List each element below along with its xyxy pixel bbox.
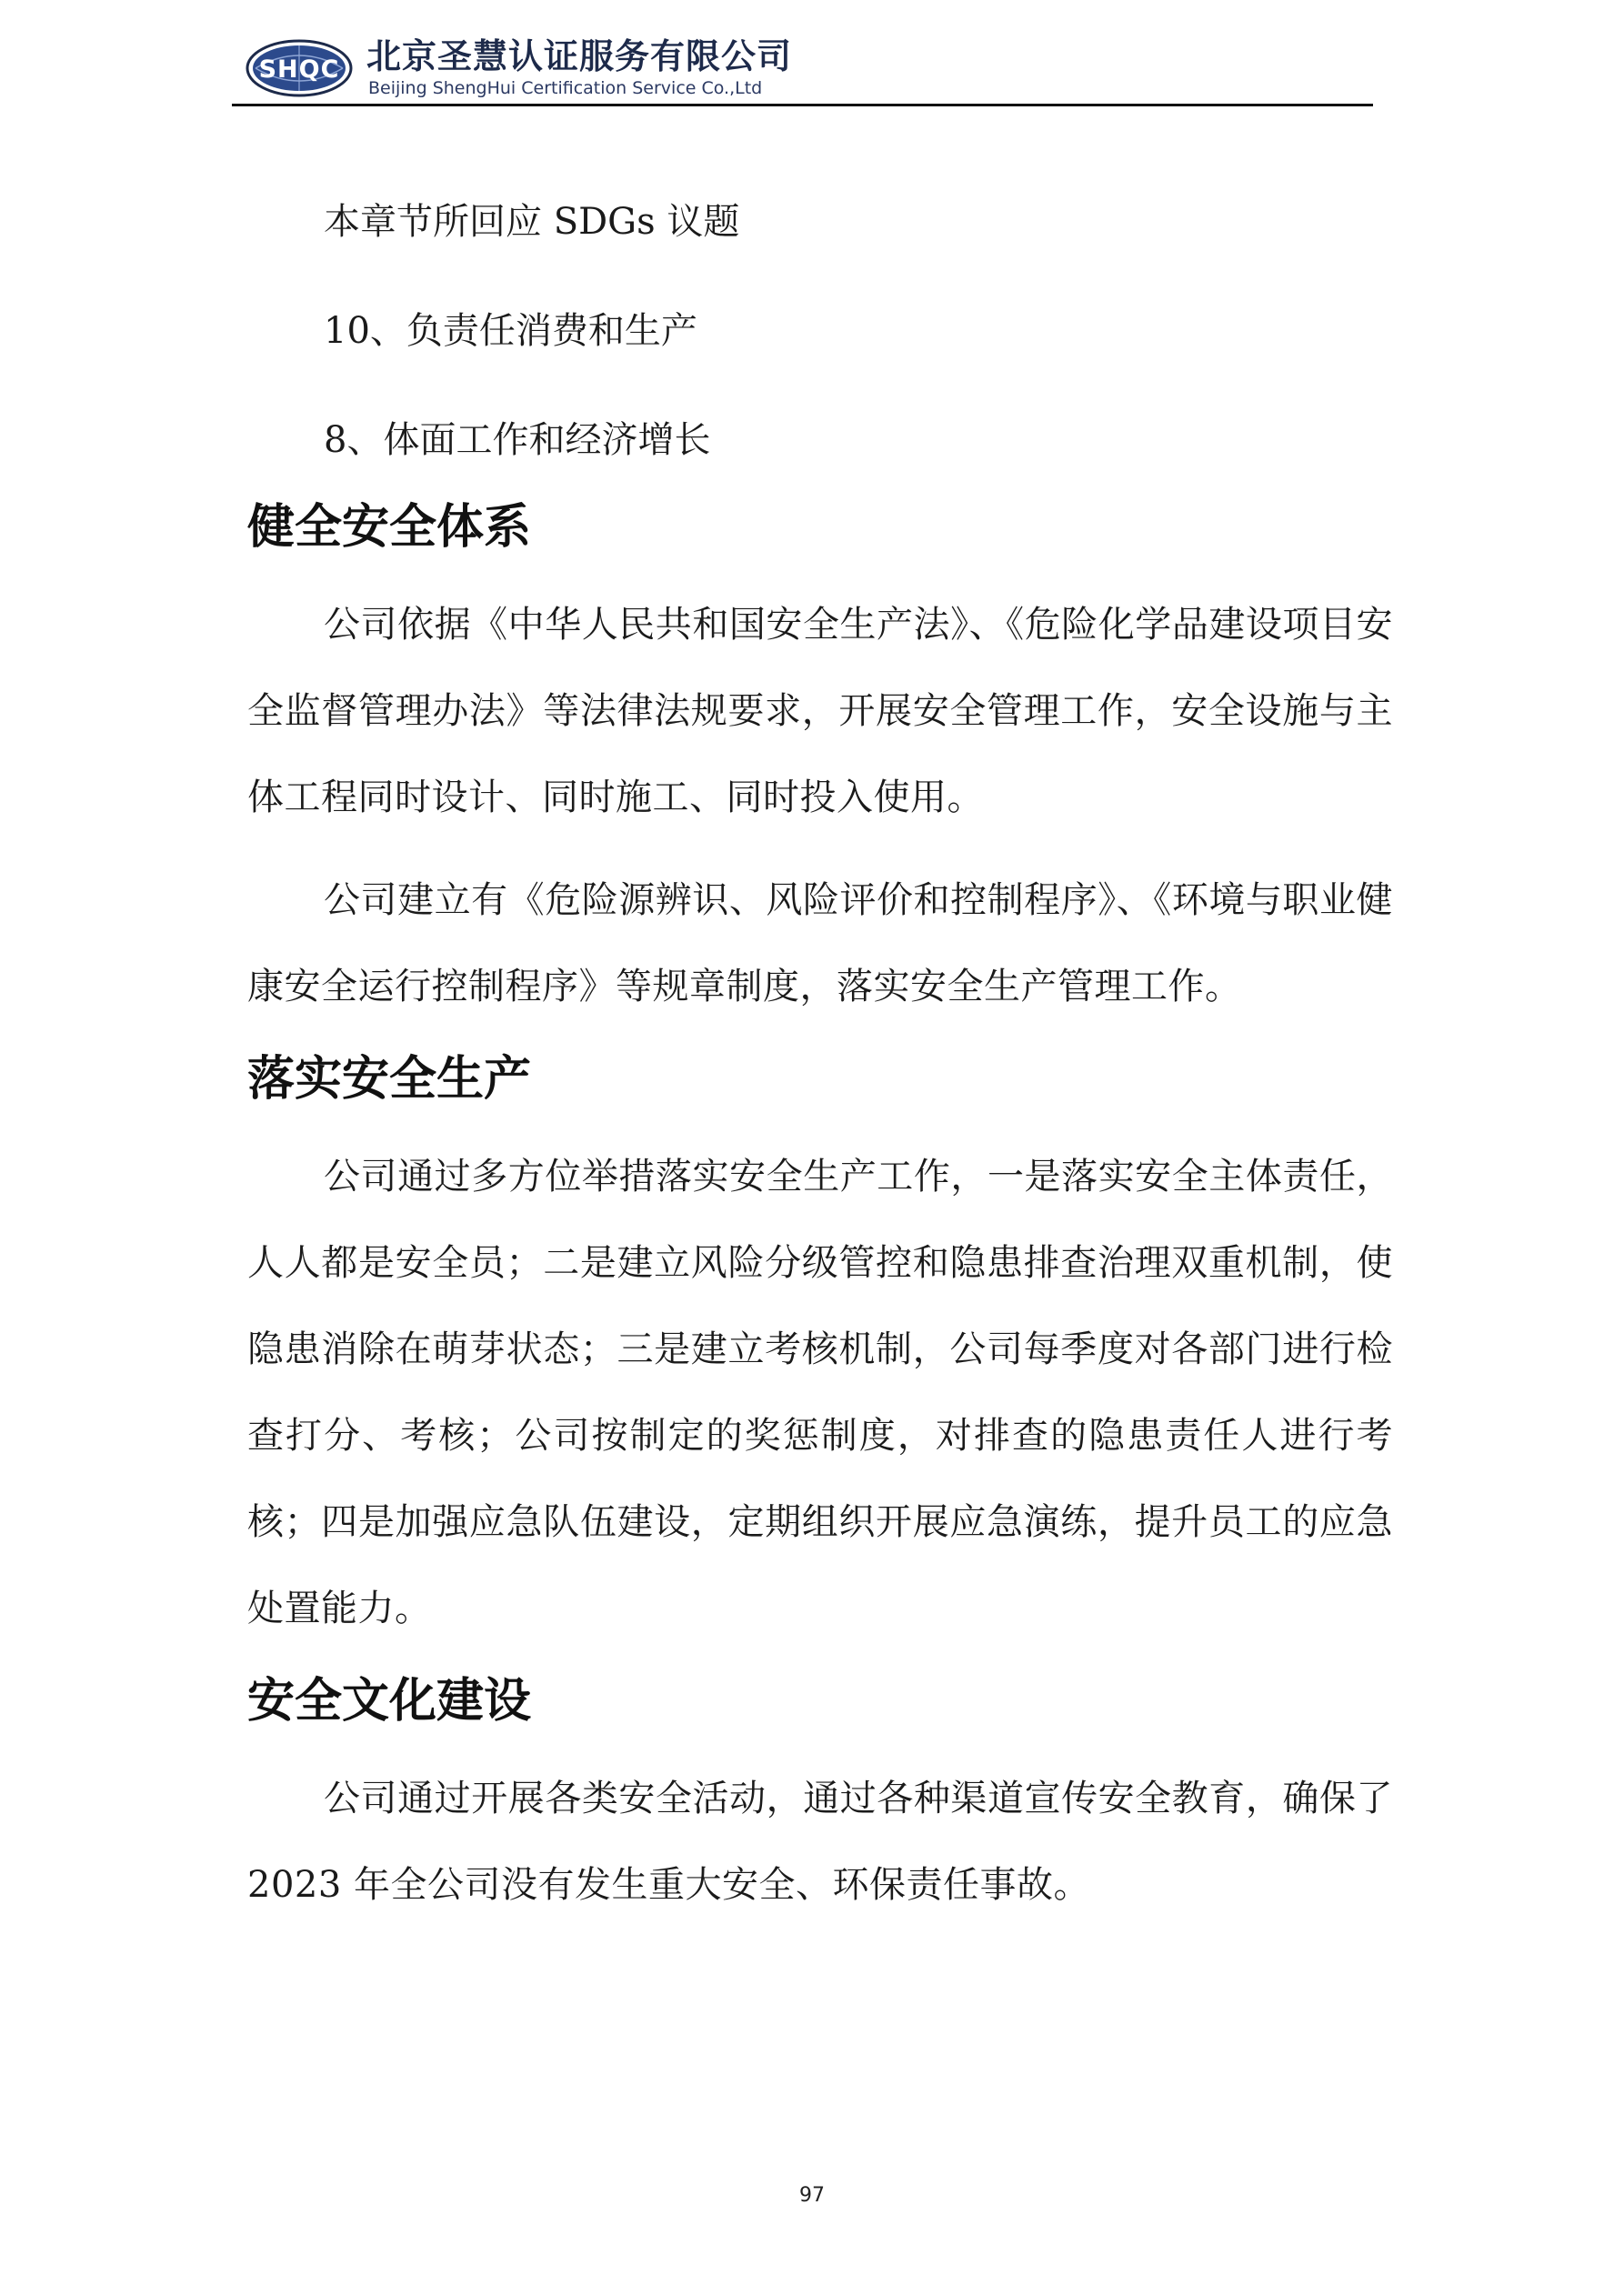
document-body xyxy=(247,200,1393,1929)
page-number: 97 xyxy=(799,2184,825,2207)
paragraph: 公司依据《中华人民共和国安全生产法》、《危险化学品建设项目安全监督管理办法》等法律法规要求，开展安全管理工作，安全设施与主体工程同时设计、同时施工、同时投入使用。 xyxy=(247,604,1393,818)
section-safety-production xyxy=(247,1050,1393,1652)
paragraph: 公司通过多方位举措落实安全生产工作，一是落实安全主体责任，人人都是安全员；二是建立风险分级管控和隐患排查治理双重机制，使隐患消除在萌芽状态；三是建立考核机制，公司每季度对各部门进行检查打分、考核；公司按制定的奖惩制度，对排查的隐患责任人进行考核；四是加强应急队伍建设，定期组织开展应急演练，提升员工的应急处置能力。 xyxy=(247,1156,1393,1629)
sdg-intro: 本章节所回应 SDGs 议题 xyxy=(324,201,740,243)
section-safety-culture xyxy=(247,1672,1393,1929)
section-title: 落实安全生产 xyxy=(247,1052,532,1107)
company-name-cn: 北京圣慧认证服务有限公司 xyxy=(366,36,793,76)
company-name-en: Beijing ShengHui Certification Service Co.,Ltd xyxy=(368,78,763,98)
logo-text: SHQC xyxy=(258,55,340,84)
sdg-item: 10、负责任消费和生产 xyxy=(324,310,697,352)
page-header xyxy=(232,31,1373,109)
section-title: 安全文化建设 xyxy=(247,1674,532,1729)
section-safety-system xyxy=(247,498,1393,1030)
shqc-logo-icon xyxy=(245,38,354,98)
section-title: 健全安全体系 xyxy=(247,500,532,555)
paragraph: 公司通过开展各类安全活动，通过各种渠道宣传安全教育，确保了 2023 年全公司没有发生重大安全、环保责任事故。 xyxy=(247,1778,1393,1906)
header-divider xyxy=(232,104,1373,106)
paragraph: 公司建立有《危险源辨识、风险评价和控制程序》、《环境与职业健康安全运行控制程序》等规章制度，落实安全生产管理工作。 xyxy=(247,879,1393,1007)
sdg-item: 8、体面工作和经济增长 xyxy=(324,419,711,461)
